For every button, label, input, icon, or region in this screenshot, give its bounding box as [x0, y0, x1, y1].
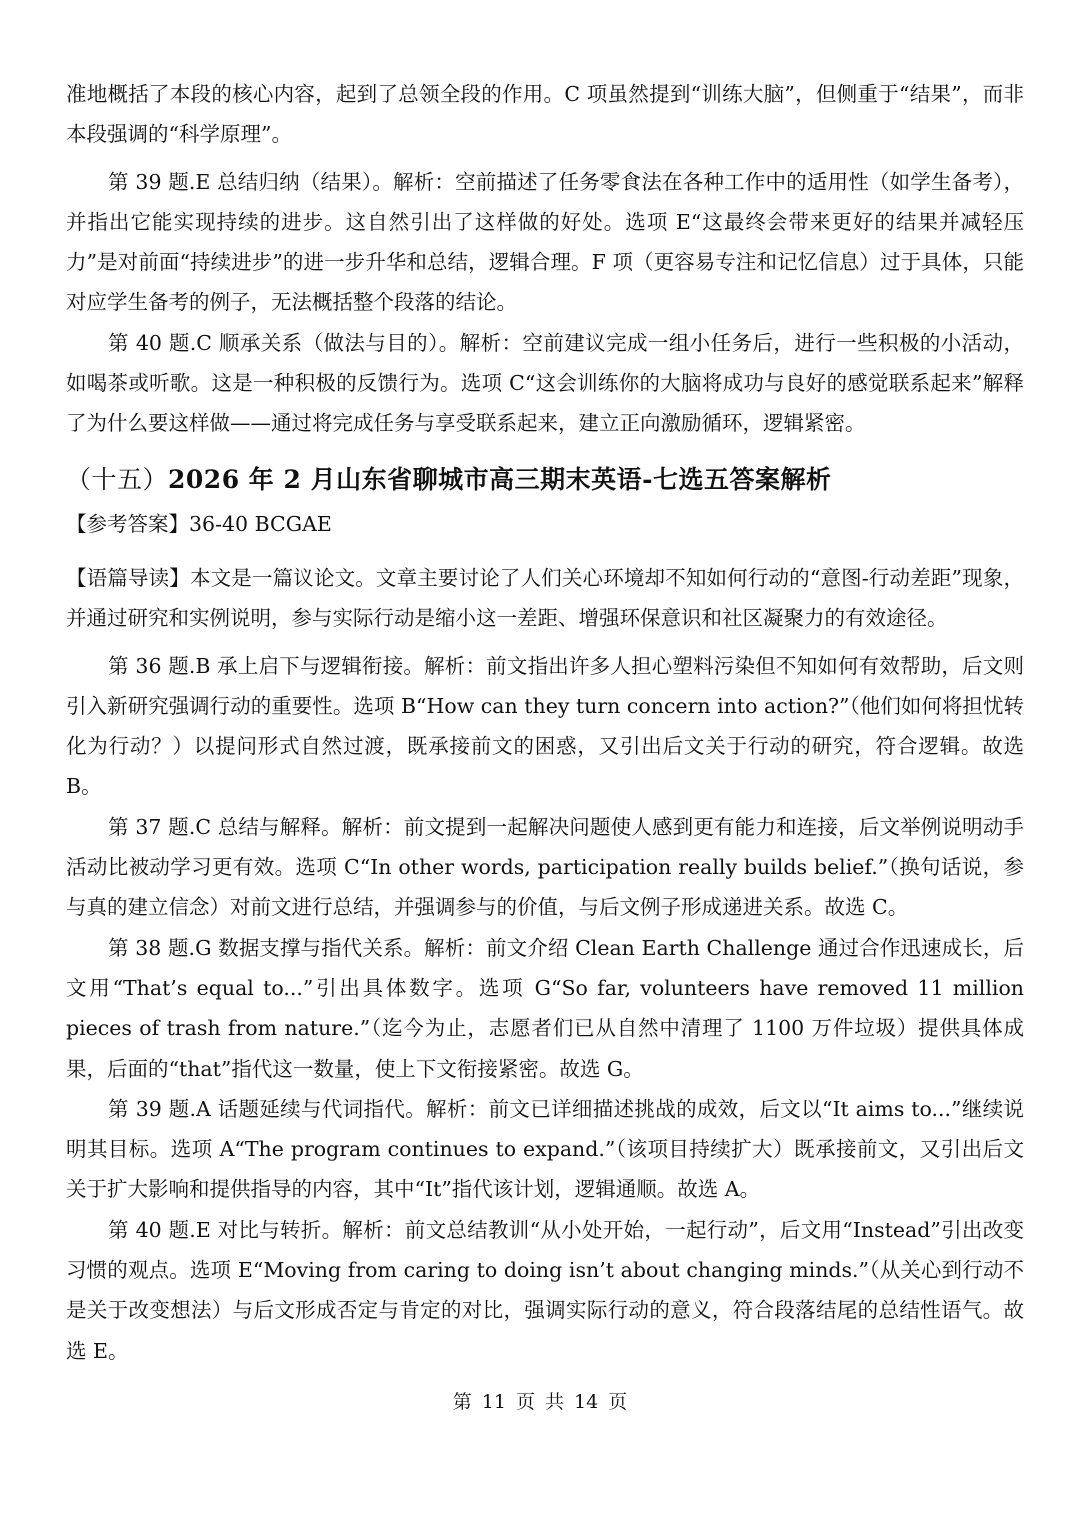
document-page: [66, 74, 1024, 1371]
section-title: 2026 年 2 月山东省聊城市高三期末英语-七选五答案解析: [168, 464, 832, 494]
question-38-analysis: 第 38 题.G 数据支撑与指代关系。解析：前文介绍 Clean Earth Challenge 通过合作迅速成长，后文用“That’s equal to...”引出具体数字。选项 G“So far, volunteers have removed 11 million pieces of trash from nature.”（迄今为止，志愿者们已从自然中清理了 1100 万件垃圾）提供具体成果，后面的“that”指代这一数量，使上下文衔接紧密。故选 G。: [66, 935, 1024, 1081]
section-heading: [66, 458, 1024, 502]
question-37-analysis: 第 37 题.C 总结与解释。解析：前文提到一起解决问题使人感到更有能力和连接，后文举例说明动手活动比被动学习更有效。选项 C“In other words, participation really builds belief.”（换句话说，参与真的建立信念）对前文进行总结，并强调参与的价值，与后文例子形成递进关系。故选 C。: [66, 814, 1024, 920]
carryover-paragraph: 准地概括了本段的核心内容，起到了总领全段的作用。C 项虽然提到“训练大脑”，但侧重于“结果”，而非本段强调的“科学原理”。: [66, 82, 1024, 147]
previous-question-40-analysis: 第 40 题.C 顺承关系（做法与目的）。解析：空前建议完成一组小任务后，进行一些积极的小活动，如喝茶或听歌。这是一种积极的反馈行为。选项 C“这会训练你的大脑将成功与良好的感觉联系起来”解释了为什么要这样做——通过将完成任务与享受联系起来，建立正向激励循环，逻辑紧密。: [66, 330, 1024, 436]
answer-key: 【参考答案】36-40 BCGAE: [66, 511, 332, 536]
passage-intro: 【语篇导读】本文是一篇议论文。文章主要讨论了人们关心环境却不知如何行动的“意图-行动差距”现象，并通过研究和实例说明，参与实际行动是缩小这一差距、增强环保意识和社区凝聚力的有效途径。: [66, 565, 1024, 631]
question-36-analysis: 第 36 题.B 承上启下与逻辑衔接。解析：前文指出许多人担心塑料污染但不知如何有效帮助，后文则引入新研究强调行动的重要性。选项 B“How can they turn concern into action?”（他们如何将担忧转化为行动？）以提问形式自然过渡，既承接前文的困惑，又引出后文关于行动的研究，符合逻辑。故选 B。: [66, 653, 1024, 799]
page-number: 第 11 页 共 14 页: [452, 1391, 628, 1413]
section-number: （十五）: [66, 464, 169, 494]
previous-question-39-analysis: 第 39 题.E 总结归纳（结果）。解析：空前描述了任务零食法在各种工作中的适用性（如学生备考），并指出它能实现持续的进步。这自然引出了这样做的好处。选项 E“这最终会带来更好的结果并减轻压力”是对前面“持续进步”的进一步升华和总结，逻辑合理。F 项（更容易专注和记忆信息）过于具体，只能对应学生备考的例子，无法概括整个段落的结论。: [66, 169, 1024, 315]
question-40-analysis: 第 40 题.E 对比与转折。解析：前文总结教训“从小处开始，一起行动”，后文用“Instead”引出改变习惯的观点。选项 E“Moving from caring to doing isn’t about changing minds.”（从关心到行动不是关于改变想法）与后文形成否定与肯定的对比，强调实际行动的意义，符合段落结尾的总结性语气。故选 E。: [66, 1217, 1024, 1363]
question-39-analysis: 第 39 题.A 话题延续与代词指代。解析：前文已详细描述挑战的成效，后文以“It aims to...”继续说明其目标。选项 A“The program continues to expand.”（该项目持续扩大）既承接前文，又引出后文关于扩大影响和提供指导的内容，其中“It”指代该计划，逻辑通顺。故选 A。: [66, 1096, 1024, 1202]
